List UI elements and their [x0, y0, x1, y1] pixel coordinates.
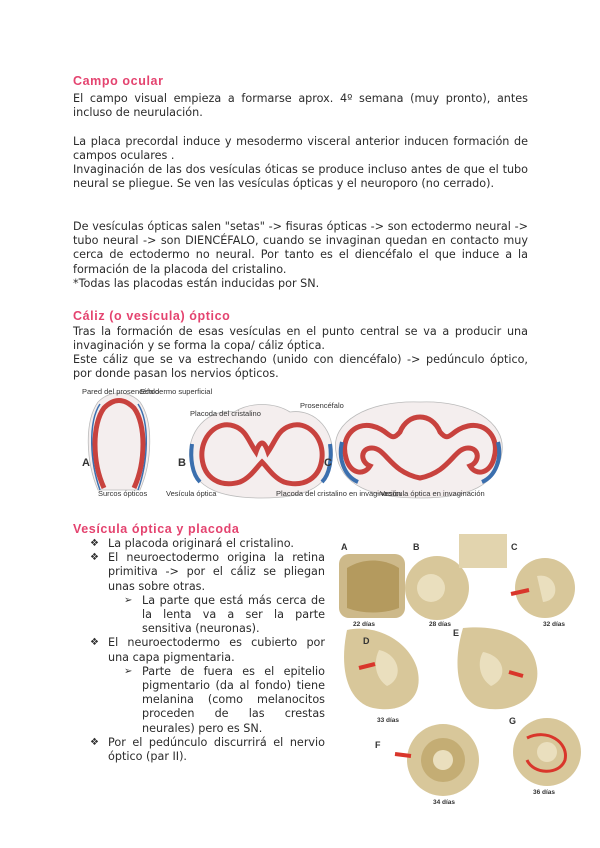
list-item: ➢ Parte de fuera es el epitelio pigmentario (da al fondo) tiene melanina (como melanocitos proceden de las crestas neurales) pero es SN.: [124, 664, 325, 735]
figure-label-c: C: [324, 457, 332, 469]
bullet-icon: ❖: [90, 552, 99, 564]
bullet-icon: ❖: [90, 736, 99, 748]
panel-label-b: B: [413, 542, 420, 552]
age-label: 32 días: [543, 621, 566, 628]
list-item: ❖ El neuroectodermo es cubierto por una capa pigmentaria.: [90, 636, 325, 664]
label-placoda-invag: Placoda del cristalino en invaginación: [276, 489, 402, 498]
age-label: 33 días: [377, 717, 400, 724]
panel-label-d: D: [363, 636, 370, 646]
paragraph: Tras la formación de esas vesículas en el punto central se va a producir una invaginación y se forma la copa/ cáliz óptica.: [73, 325, 528, 353]
heading-vesicula-placoda: Vesícula óptica y placoda: [73, 522, 240, 536]
list-item: ➢ La parte que está más cerca de la lenta va a ser la parte sensitiva (neuronas).: [124, 593, 325, 636]
label-surcos: Surcos ópticos: [98, 489, 148, 498]
label-prosencefalo: Prosencéfalo: [300, 401, 344, 410]
label-pared-prosencefalo: Pared del prosencéfalo: [82, 387, 160, 396]
optic-vesicle-figure: [78, 382, 533, 500]
label-vesicula-invag: Vesícula óptica en invaginación: [380, 489, 485, 498]
heading-campo-ocular: Campo ocular: [73, 74, 164, 88]
paragraph: De vesículas ópticas salen "setas" -> fisuras ópticas -> son ectodermo neural -> tubo neural -> son DIENCÉFALO, cuando se invaginan quedan en contacto muy cerca de ectodermo no neural. Por tanto es el diencéfalo el que induce a la formación de la placoda del cristalino.: [73, 220, 528, 276]
panel-label-c: C: [511, 542, 518, 552]
list-item: ❖ El neuroectodermo origina la retina primitiva -> por el cáliz se pliegan unas sobre otras.: [90, 551, 325, 593]
age-label: 22 días: [353, 621, 376, 628]
paragraph: Este cáliz que se va estrechando (unido con diencéfalo) -> pedúnculo óptico, por donde pasan los nervios ópticos.: [73, 353, 528, 381]
panel-label-g: G: [509, 716, 517, 726]
arrow-bullet-icon: ➢: [124, 594, 133, 606]
label-ectodermo: Ectodermo superficial: [140, 387, 213, 396]
optic-cup-development-figure: [333, 528, 591, 806]
list-item: ❖ La placoda originará el cristalino.: [90, 537, 294, 550]
panel-label-a: A: [341, 542, 348, 552]
bullet-icon: ❖: [90, 538, 99, 549]
paragraph: Invaginación de las dos vesículas óticas se produce incluso antes de que el tubo neural se pliegue. Se ven las vesículas ópticas y el neuroporo (no cerrado).: [73, 163, 528, 191]
bullet-icon: ❖: [90, 637, 99, 649]
age-label: 36 días: [533, 789, 556, 796]
age-label: 28 días: [429, 621, 452, 628]
list-item: ❖ Por el pedúnculo discurrirá el nervio óptico (par II).: [90, 735, 325, 764]
figure-label-a: A: [82, 457, 90, 469]
figure-label-b: B: [178, 457, 186, 469]
paragraph: La placa precordal induce y mesodermo visceral anterior inducen formación de campos oculares .: [73, 135, 528, 163]
bullet-list: [90, 537, 325, 764]
age-label: 34 días: [433, 799, 456, 806]
label-placoda: Placoda del cristalino: [190, 409, 261, 418]
paragraph: El campo visual empieza a formarse aprox. 4º semana (muy pronto), antes incluso de neurulación.: [73, 92, 528, 120]
panel-label-f: F: [375, 740, 381, 750]
label-vesicula: Vesícula óptica: [166, 489, 217, 498]
heading-caliz-optico: Cáliz (o vesícula) óptico: [73, 309, 231, 323]
paragraph: *Todas las placodas están inducidas por SN.: [73, 277, 320, 290]
arrow-bullet-icon: ➢: [124, 665, 133, 677]
panel-label-e: E: [453, 628, 460, 638]
